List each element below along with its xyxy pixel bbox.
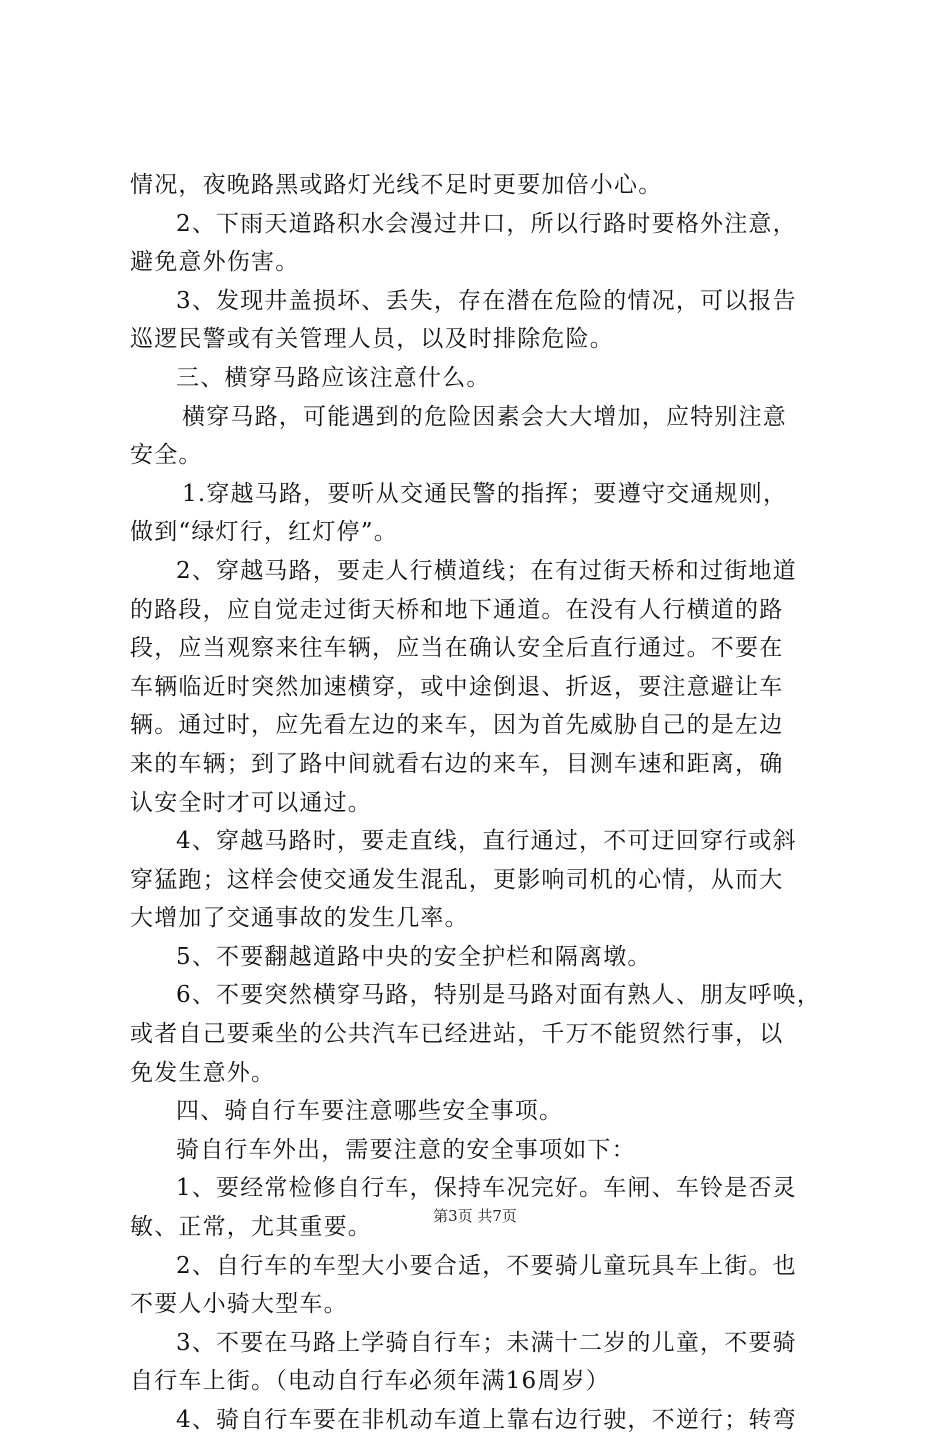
text-line: 自行车上街。（电动自行车必须年满16周岁） xyxy=(130,1368,610,1395)
text-line: 做到“绿灯行，红灯停”。 xyxy=(130,519,398,546)
text-line: 段，应当观察来往车辆，应当在确认安全后直行通过。不要在 xyxy=(130,635,784,662)
text-line: 2、自行车的车型大小要合适，不要骑儿童玩具车上街。也 xyxy=(176,1252,797,1279)
text-line: 穿猛跑；这样会使交通发生混乱，更影响司机的心情，从而大 xyxy=(130,866,784,893)
text-line: 2、下雨天道路积水会漫过井口，所以行路时要格外注意， xyxy=(176,210,797,237)
text-line: 4、穿越马路时，要走直线，直行通过，不可迂回穿行或斜 xyxy=(176,828,797,855)
text-line: 3、发现井盖损坏、丢失，存在潜在危险的情况，可以报告 xyxy=(176,287,797,314)
text-line: 免发生意外。 xyxy=(130,1059,276,1086)
text-line: 车辆临近时突然加速横穿，或中途倒退、折返，要注意避让车 xyxy=(130,673,784,700)
text-line: 敏、正常，尤其重要。 xyxy=(130,1214,372,1241)
text-line: 四、骑自行车要注意哪些安全事项。 xyxy=(176,1098,564,1125)
text-line: 1、要经常检修自行车，保持车况完好。车闸、车铃是否灵 xyxy=(176,1175,797,1202)
page-footer: 第3页 共7页 xyxy=(433,1207,517,1225)
text-line: 3、不要在马路上学骑自行车；未满十二岁的儿童，不要骑 xyxy=(176,1329,797,1356)
text-line: 不要人小骑大型车。 xyxy=(130,1291,348,1318)
text-line: 来的车辆；到了路中间就看右边的来车，目测车速和距离，确 xyxy=(130,750,784,777)
text-line: 认安全时才可以通过。 xyxy=(130,789,372,816)
text-line: 或者自己要乘坐的公共汽车已经进站，千万不能贸然行事，以 xyxy=(130,1021,784,1048)
text-line: 安全。 xyxy=(130,442,203,469)
text-line: 4、骑自行车要在非机动车道上靠右边行驶，不逆行；转弯 xyxy=(176,1407,797,1433)
text-line: 横穿马路，可能遇到的危险因素会大大增加，应特别注意 xyxy=(182,403,787,430)
text-line: 巡逻民警或有关管理人员，以及时排除危险。 xyxy=(130,326,614,353)
text-line: 辆。通过时，应先看左边的来车，因为首先威胁自己的是左边 xyxy=(130,712,784,739)
text-line: 1.穿越马路，要听从交通民警的指挥；要遵守交通规则， xyxy=(182,480,788,507)
text-line: 5、不要翻越道路中央的安全护栏和隔离墩。 xyxy=(176,943,652,970)
text-line: 大增加了交通事故的发生几率。 xyxy=(130,905,469,932)
text-line: 三、横穿马路应该注意什么。 xyxy=(176,364,491,391)
text-line: 2、穿越马路，要走人行横道线；在有过街天桥和过街地道 xyxy=(176,557,797,584)
text-line: 的路段，应自觉走过街天桥和地下通道。在没有人行横道的路 xyxy=(130,596,784,623)
document-body xyxy=(130,166,832,1440)
text-line: 6、不要突然横穿马路，特别是马路对面有熟人、朋友呼唤， xyxy=(176,982,822,1009)
text-line: 避免意外伤害。 xyxy=(130,249,300,276)
text-line: 骑自行车外出，需要注意的安全事项如下： xyxy=(176,1136,636,1163)
text-line: 情况，夜晚路黑或路灯光线不足时更要加倍小心。 xyxy=(130,172,663,198)
